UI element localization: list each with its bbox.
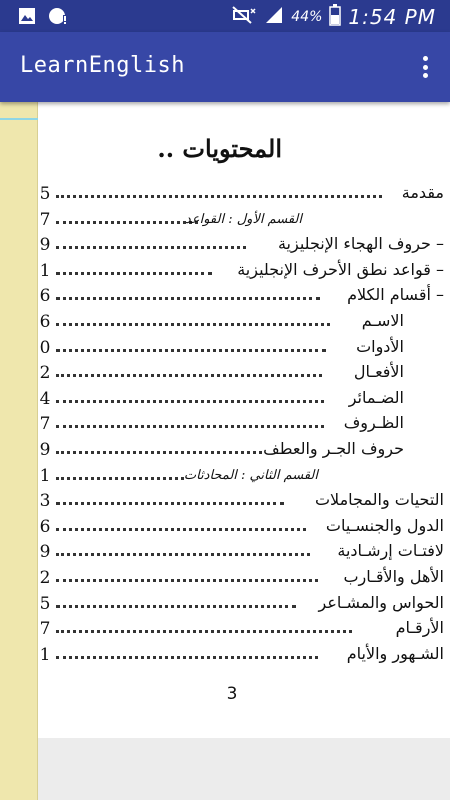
dot-leader	[56, 605, 296, 608]
toc-row[interactable]	[38, 258, 450, 284]
toc-page-num: 9	[39, 542, 51, 563]
toc-page-num: 5	[39, 184, 51, 204]
toc-row[interactable]	[38, 411, 450, 437]
toc-entry-label: لافتـات إرشـادية	[337, 541, 444, 561]
toc-row[interactable]	[38, 309, 450, 335]
strip-marker	[0, 118, 38, 120]
toc-row[interactable]	[38, 514, 450, 540]
toc-page-num: 2	[39, 363, 51, 384]
toc-section-heading: القسم الثاني : المحادثات	[183, 467, 318, 483]
dot-leader	[56, 553, 310, 556]
dot-leader	[56, 502, 284, 505]
toc-entry-label: الشـهور والأيام	[346, 643, 444, 663]
toc-row[interactable]	[38, 181, 450, 207]
dot-leader	[56, 400, 324, 403]
dot-leader	[56, 630, 352, 633]
toc-section-heading: القسم الأول : القواعد	[185, 211, 302, 227]
status-bar	[0, 0, 450, 32]
toc-row[interactable]	[38, 539, 450, 565]
toc-row[interactable]	[38, 335, 450, 361]
dot-leader	[56, 221, 198, 224]
toc-entry-label: – قواعد نطق الأحرف الإنجليزية	[237, 259, 444, 279]
dot-leader	[56, 425, 324, 428]
toc-page-num: 7	[39, 619, 51, 640]
dot-leader	[56, 349, 326, 352]
app-bar	[0, 32, 450, 102]
toc-entry-label: التحيات والمجاملات	[314, 490, 444, 510]
toc-entry-label: – حروف الهجاء الإنجليزية	[277, 234, 444, 254]
dot-leader	[56, 477, 184, 480]
toc-entry-label: الأهل والأقـارب	[343, 566, 444, 586]
toc-page-num: 9	[39, 235, 51, 256]
toc-row[interactable]	[38, 283, 450, 309]
toc-entry-label: الدول والجنسـيات	[325, 515, 444, 535]
toc-row[interactable]	[38, 386, 450, 412]
toc-entry-label: – أقسام الكلام	[347, 285, 444, 305]
toc-row[interactable]	[38, 463, 450, 489]
page-edge-strip	[0, 102, 38, 800]
toc-entry-label: الأفعـال	[353, 362, 404, 382]
toc-entry-label: الظـروف	[343, 413, 404, 433]
dot-leader	[56, 528, 306, 531]
toc-entry-label: الأرقـام	[395, 618, 444, 638]
toc-page-num: 9	[39, 439, 51, 460]
toc-entry-label: حروف الجـر والعطف	[263, 438, 404, 458]
book-page[interactable]	[38, 102, 450, 738]
dot-leader	[56, 297, 320, 300]
toc-page-num: 6	[39, 516, 51, 537]
toc-page-num: 1	[39, 260, 51, 281]
toc-row[interactable]	[38, 360, 450, 386]
toc-entry-label: الاسـم	[361, 310, 404, 330]
toc-page-num: 4	[39, 388, 51, 409]
mute-icon	[231, 5, 257, 29]
toc-row[interactable]	[38, 488, 450, 514]
page-number: 3	[226, 684, 238, 704]
toc-page-num: 1	[39, 465, 51, 486]
toc-page-num: 0	[39, 337, 51, 358]
toc-page-num: 2	[39, 567, 51, 588]
toc-title: المحتويات ..	[157, 134, 282, 163]
dot-leader	[56, 195, 382, 198]
overflow-menu-icon[interactable]	[418, 52, 432, 82]
toc-row[interactable]	[38, 232, 450, 258]
toc-row[interactable]	[38, 616, 450, 642]
toc-entry-label: الأدوات	[356, 336, 404, 356]
alert-icon	[48, 6, 70, 30]
dot-leader	[56, 656, 318, 659]
toc-page-num: 6	[39, 311, 51, 332]
dot-leader	[56, 374, 322, 377]
signal-icon	[264, 5, 284, 29]
toc-row[interactable]	[38, 207, 450, 233]
toc-list	[38, 181, 450, 667]
toc-row[interactable]	[38, 565, 450, 591]
battery-icon	[329, 4, 341, 30]
toc-page-num: 3	[39, 491, 51, 512]
toc-page-num: 7	[39, 209, 51, 230]
toc-row[interactable]	[38, 591, 450, 617]
toc-page-num: 6	[39, 286, 51, 307]
dot-leader	[56, 451, 262, 454]
toc-row[interactable]	[38, 642, 450, 668]
toc-entry-label: مقدمة	[401, 183, 444, 202]
dot-leader	[56, 272, 212, 275]
toc-row[interactable]	[38, 437, 450, 463]
image-icon	[18, 7, 36, 29]
battery-percent: 44%	[291, 9, 323, 25]
reader-view[interactable]	[0, 102, 450, 800]
toc-entry-label: الحواس والمشـاعر	[318, 592, 444, 612]
toc-page-num: 7	[39, 414, 51, 435]
dot-leader	[56, 246, 246, 249]
app-title: LearnEnglish	[20, 53, 185, 78]
clock: 1:54 PM	[348, 5, 436, 29]
toc-entry-label: الضـمائر	[348, 387, 404, 407]
toc-page-num: 5	[39, 593, 51, 614]
dot-leader	[56, 579, 318, 582]
toc-page-num: 1	[39, 644, 51, 665]
dot-leader	[56, 323, 330, 326]
